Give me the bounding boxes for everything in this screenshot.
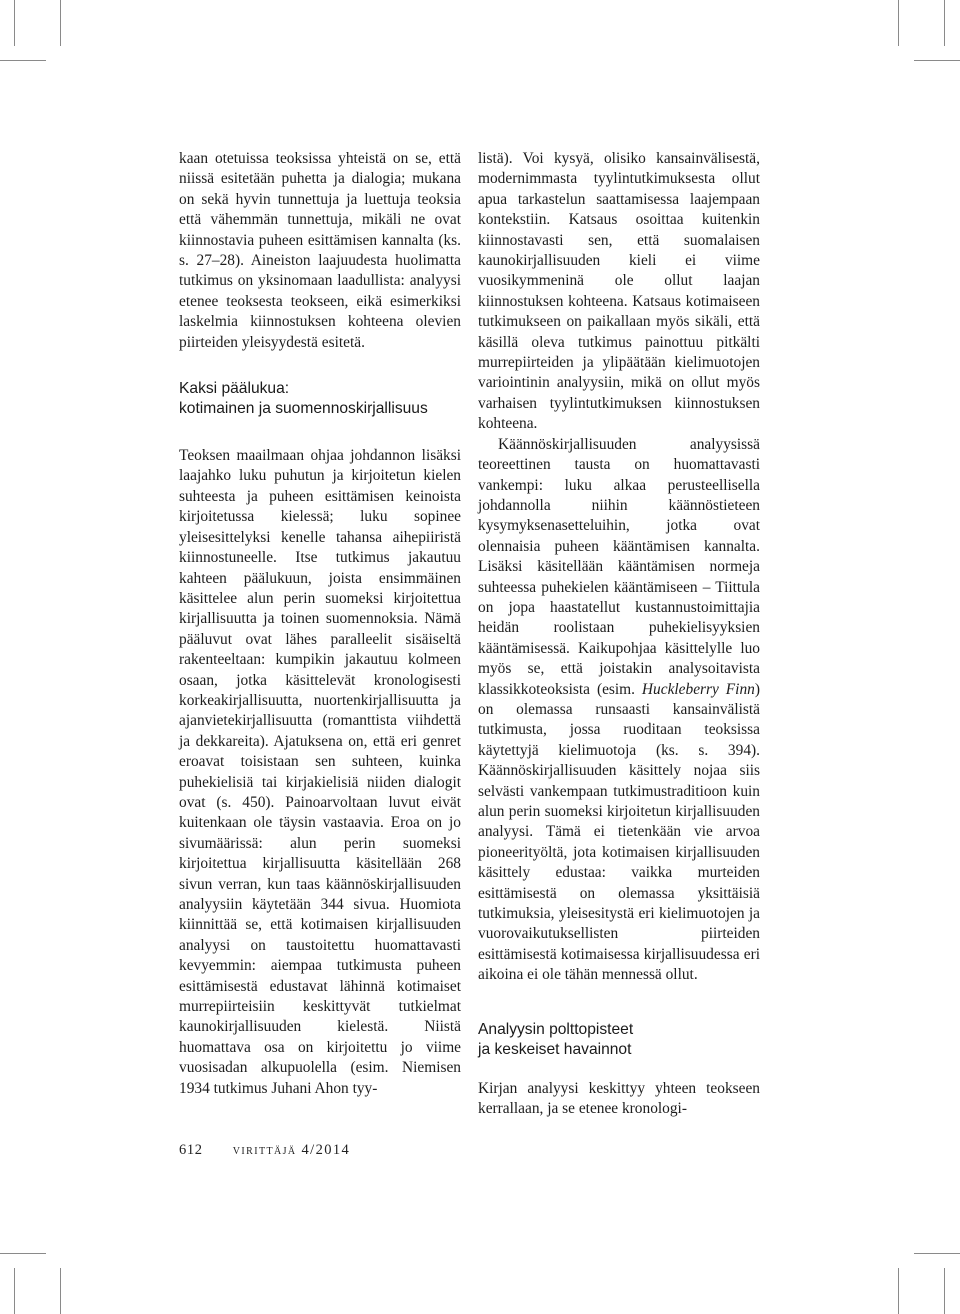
heading-line: kotimainen ja suomennoskirjallisuus [179, 400, 428, 418]
crop-mark [898, 0, 899, 46]
left-column [179, 149, 461, 1099]
crop-mark [914, 60, 960, 61]
crop-mark [60, 1268, 61, 1314]
crop-mark [14, 1268, 15, 1314]
journal-name: virittäjä 4/2014 [232, 1142, 351, 1158]
heading-line: Analyysin polttopisteet [478, 1020, 634, 1038]
page-number: 612 [179, 1142, 203, 1158]
body-paragraph: Kirjan analyysi keskittyy yhteen teokseen kerrallaan, ja se etenee kronologi- [478, 1079, 760, 1118]
book-title: Huckleberry Finn [641, 680, 755, 698]
heading-line: Kaksi päälukua: [179, 380, 290, 398]
section-heading [478, 1020, 760, 1060]
crop-mark [898, 1268, 899, 1314]
page-footer [179, 1142, 350, 1159]
body-paragraph [478, 435, 760, 986]
body-paragraph: kaan otetuissa teoksissa yhteistä on se, että niissä esitetään puhetta ja dialogia; mukana on sekä hyvin tunnettuja ja luettuja teoksia että vähemmän tunnettuja, mikäli ne ovat kiinnostavia puheen esittämisen kannalta (ks. s. 27–28). Aineiston laajuudesta huolimatta tutkimus on yksinomaan laadullista: analyysi etenee teoksesta teokseen, eikä esimerkiksi laskelmia kiinnostuksen kohteena olevien piirteiden yleisyydestä esitetä. [179, 150, 461, 351]
crop-mark [0, 1253, 46, 1254]
crop-mark [914, 1253, 960, 1254]
crop-mark [944, 0, 945, 46]
right-column [478, 149, 760, 1119]
text-run: ) on olemassa runsaasti kansainvälistä tutkimusta, jossa ruoditaan teoksissa käytettyjä kielimuotoja (ks. s. 394). Käännöskirjallisuuden käsittely nojaa siis selvästi vankempaan tutkimustraditioon kuin alun perin suomeksi kirjoitetun kirjallisuuden analyysi. Tämä ei tietenkään vie arvoa pioneerityöltä, jota kotimaisen kirjallisuuden käsittely edustaa: vaikka murteiden esittämisestä on olemassa yksittäisiä tutkimuksia, yleisesitystä eri kielimuotojen ja vuorovaikutuksellisten piirteiden esittämisestä kotimaisessa kirjallisuudessa eri aikoina ei ole tähän mennessä ollut. [478, 680, 760, 984]
body-paragraph: Teoksen maailmaan ohjaa johdannon lisäksi laajahko luku puhutun ja kirjoitetun kielen suhteesta ja puheen esittämisen keinoista kirjoitetussa kielessä; luku sopinee yleisesittelyksi kenelle tahansa aihepiiristä kiinnostuneelle. Itse tutkimus jakautuu kahteen päälukuun, joista ensimmäinen käsittelee alun perin suomeksi kirjoitettua kirjallisuutta ja toinen suomennoksia. Nämä pääluvut ovat lähes paralleelit sisäiseltä rakenteeltaan: kumpikin jakautuu kolmeen osaan, jotka käsittelevät kronologisesti korkeakirjallisuutta, nuortenkirjallisuutta ja ajanvietekirjallisuutta (romanttista viihdettä ja dekkareita). Ajatuksena on, että eri genret eroavat toisistaan sen suhteen, kuinka puhekielisiä tai kirjakielisiä niiden dialogit ovat (s. 450). Painoarvoltaan luvut eivät kuitenkaan ole täysin vastaavia. Eroa on jo sivumäärissä: alun perin suomeksi kirjoitettua kirjallisuutta käsitellään 268 sivun verran, kun taas käännöskirjallisuuden analyysiin käytetään 344 sivua. Huomiota kiinnittää se, että kotimaisen kirjallisuuden analyysi on taustoitettu huomattavasti kevyemmin: aiempaa tutkimusta puheen esittämisestä edustavat lähinnä kotimaiset murrepiirteisiin keskittyvät tutkielmat kaunokirjallisuuden kielestä. Niistä huomattava osa on kirjoitettu jo viime vuosisadan alkupuolella (esim. Niemisen 1934 tutkimus Juhani Ahon tyy- [179, 447, 461, 1097]
text-run: Käännöskirjallisuuden analyysissä teoreettinen tausta on huomattavasti vankempi: luku alkaa perusteellisella johdannolla niihin käännöstieteen kysymyksenasetteluihin, jotka ovat olennaisia puheen kääntämisen kannalta. Lisäksi käsitellään kääntämisen normeja suhteessa puhekielen kääntämiseen – Tiittula on jopa haastatellut kustannustoimittajia heidän roolistaan puhekielisyyksien kääntämisessä. Kaikupohjaa käsittelylle luo myös se, että joistakin analysoitavista klassikkoteoksista (esim. [478, 435, 760, 698]
crop-mark [14, 0, 15, 46]
crop-mark [944, 1268, 945, 1314]
heading-line: ja keskeiset havainnot [478, 1040, 632, 1058]
crop-mark [0, 60, 46, 61]
crop-mark [60, 0, 61, 46]
section-heading [179, 379, 461, 419]
body-paragraph: listä). Voi kysyä, olisiko kansainvälisestä, modernimmasta tyylintutkimuksesta ollut apua tarkastelun saattamisessa laajempaan kontekstiin. Katsaus osoittaa kuitenkin kiinnostavasti sen, että suomalaisen kaunokirjallisuuden kieli ei viime vuosikymmeninä ole ollut laajan kiinnostuksen kohteena. Katsaus kotimaiseen tutkimukseen on paikallaan myös sikäli, että käsillä oleva tutkimus painottuu pitkälti murrepiirteiden ja ylipäätään kielimuotojen variointinin analyysiin, mikä on ollut myös varhaisen tyylintutkimuksen kiinnostuksen kohteena. [478, 150, 760, 433]
